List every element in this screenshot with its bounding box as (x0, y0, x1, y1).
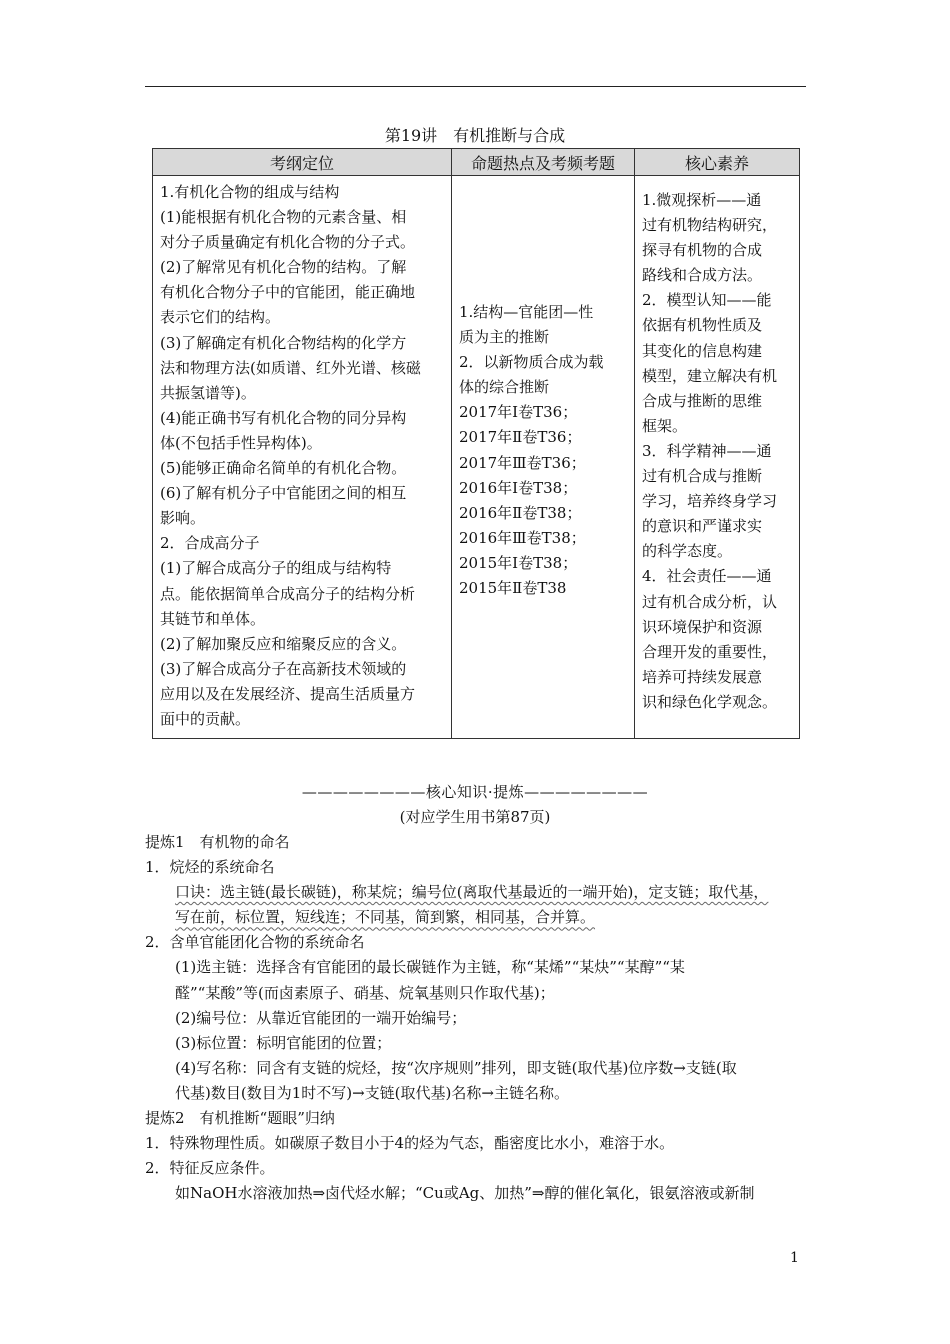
literacy-line: 模型，建立解决有机 (642, 366, 778, 385)
literacy-line: 识环境保护和资源 (642, 617, 763, 636)
syllabus-line: (4)能正确书写有机化合物的同分异构 (160, 408, 407, 427)
syllabus-line: 2．合成高分子 (160, 534, 260, 553)
paragraph-line: 如NaOH水溶液加热⇒卤代烃水解；“Cu或Ag、加热”⇒醇的催化氧化，银氨溶液或新制 (175, 1184, 755, 1203)
syllabus-line: (3)了解合成高分子在高新技术领域的 (160, 659, 407, 678)
literacy-line: 依据有机物性质及 (642, 316, 763, 335)
syllabus-line: 对分子质量确定有机化合物的分子式。 (160, 233, 416, 252)
syllabus-line: (5)能够正确命名简单的有机化合物。 (160, 459, 407, 478)
syllabus-line: 体(不包括手性异构体)。 (160, 433, 322, 452)
syllabus-line: 表示它们的结构。 (160, 308, 281, 327)
header-hotspots: 命题热点及考频考题 (452, 149, 635, 176)
syllabus-line: (3)了解确定有机化合物结构的化学方 (160, 333, 407, 352)
paragraph-line: 代基)数目(数目为1时不写)→支链(取代基)名称→主链名称。 (175, 1083, 569, 1102)
syllabus-line: (6)了解有机分子中官能团之间的相互 (160, 484, 407, 503)
lesson-title: 第19讲 有机推断与合成 (384, 126, 566, 145)
syllabus-line: 面中的贡献。 (160, 709, 251, 728)
literacy-line: 1.微观探析——通 (642, 191, 762, 209)
paragraph-line: 口诀：选主链(最长碳链)，称某烷；编号位(离取代基最近的一端开始)，定支链；取代基， (175, 883, 769, 902)
literacy-line: 其变化的信息构建 (642, 341, 763, 360)
header-rule (145, 86, 806, 87)
hotspot-line: 2015年Ⅰ卷T38； (459, 553, 578, 572)
hotspot-line: 2017年Ⅲ卷T36； (459, 453, 586, 472)
subsection-heading: 提炼2 有机推断“题眼”归纳 (145, 1109, 335, 1128)
syllabus-line: 影响。 (160, 509, 206, 528)
hotspot-line: 质为主的推断 (459, 328, 550, 347)
page-number: 1 (790, 1250, 799, 1266)
item-heading: 2．特征反应条件。 (145, 1159, 275, 1178)
syllabus-line: 有机化合物分子中的官能团，能正确地 (160, 283, 416, 302)
literacy-line: 框架。 (642, 416, 688, 435)
paragraph-line: (4)写名称：同含有支链的烷烃，按“次序规则”排列，即支链(取代基)位序数→支链(取 (175, 1058, 737, 1077)
syllabus-line: (1)能根据有机化合物的元素含量、相 (160, 208, 407, 227)
literacy-line: 2．模型认知——能 (642, 291, 772, 310)
hotspot-line: 2016年Ⅱ卷T38； (459, 503, 582, 522)
syllabus-line: 点。能依据简单合成高分子的结构分析 (160, 584, 416, 603)
paragraph-line: (2)编号位：从靠近官能团的一端开始编号； (175, 1008, 467, 1027)
hotspot-line: 1.结构—官能团—性 (459, 303, 594, 321)
subsection-heading: 提炼1 有机物的命名 (145, 833, 290, 851)
syllabus-table (152, 148, 800, 739)
table-header-row (153, 149, 800, 176)
paragraph-line: 写在前，标位置，短线连；不同基，简到繁，相同基，合并算。 (175, 908, 596, 927)
syllabus-line: 共振氢谱等)。 (160, 383, 256, 402)
header-syllabus: 考纲定位 (153, 149, 452, 176)
item-heading: 2．含单官能团化合物的系统命名 (145, 933, 365, 952)
hotspots-cell (452, 176, 635, 739)
syllabus-line: 其链节和单体。 (160, 609, 266, 628)
literacy-line: 识和绿色化学观念。 (642, 692, 778, 711)
paragraph-line: 醛”“某酸”等(而卤素原子、硝基、烷氧基则只作取代基)； (175, 983, 555, 1002)
literacy-line: 的科学态度。 (642, 542, 733, 561)
literacy-line: 过有机合成分析，认 (642, 592, 778, 611)
literacy-line: 学习，培养终身学习 (642, 492, 778, 511)
paragraph-line: (3)标位置：标明官能团的位置； (175, 1033, 392, 1052)
table-body-row (153, 176, 800, 739)
hotspot-line: 2．以新物质合成为载 (459, 353, 604, 372)
hotspot-line: 2016年Ⅰ卷T38； (459, 478, 578, 497)
hotspot-line: 2015年Ⅱ卷T38 (459, 579, 567, 598)
hotspot-line: 2017年Ⅱ卷T36； (459, 428, 582, 447)
item-heading: 1．特殊物理性质。如碳原子数目小于4的烃为气态，酯密度比水小，难溶于水。 (145, 1134, 675, 1153)
literacy-line: 合成与推断的思维 (642, 391, 763, 410)
syllabus-line: (2)了解加聚反应和缩聚反应的含义。 (160, 634, 407, 653)
core-literacy-cell (635, 176, 800, 739)
header-core-literacy: 核心素养 (635, 149, 800, 176)
item-heading: 1．烷烃的系统命名 (145, 858, 275, 877)
literacy-line: 4．社会责任——通 (642, 567, 772, 586)
hotspot-line: 2016年Ⅲ卷T38； (459, 528, 586, 547)
section-banner: ————————核心知识·提炼———————— (301, 783, 649, 801)
syllabus-line: (1)了解合成高分子的组成与结构特 (160, 559, 392, 578)
literacy-line: 3．科学精神——通 (642, 441, 772, 460)
hotspot-line: 体的综合推断 (459, 378, 550, 397)
literacy-line: 的意识和严谨求实 (642, 517, 763, 536)
syllabus-line: (2)了解常见有机化合物的结构。了解 (160, 258, 407, 277)
syllabus-line: 应用以及在发展经济、提高生活质量方 (160, 684, 416, 703)
literacy-line: 过有机物结构研究， (642, 216, 778, 235)
syllabus-line: 法和物理方法(如质谱、红外光谱、核磁 (160, 358, 421, 377)
body-content (145, 830, 815, 1206)
syllabus-line: 1.有机化合物的组成与结构 (160, 183, 340, 201)
literacy-line: 探寻有机物的合成 (642, 241, 763, 260)
hotspot-line: 2017年Ⅰ卷T36； (459, 403, 578, 422)
literacy-line: 合理开发的重要性， (642, 642, 778, 661)
section-reference: (对应学生用书第87页) (399, 808, 551, 826)
literacy-line: 培养可持续发展意 (642, 667, 763, 686)
syllabus-cell (153, 176, 452, 739)
paragraph-line: (1)选主链：选择含有官能团的最长碳链作为主链，称“某烯”“某炔”“某醇”“某 (175, 958, 685, 977)
literacy-line: 过有机合成与推断 (642, 467, 763, 486)
literacy-line: 路线和合成方法。 (642, 266, 763, 285)
